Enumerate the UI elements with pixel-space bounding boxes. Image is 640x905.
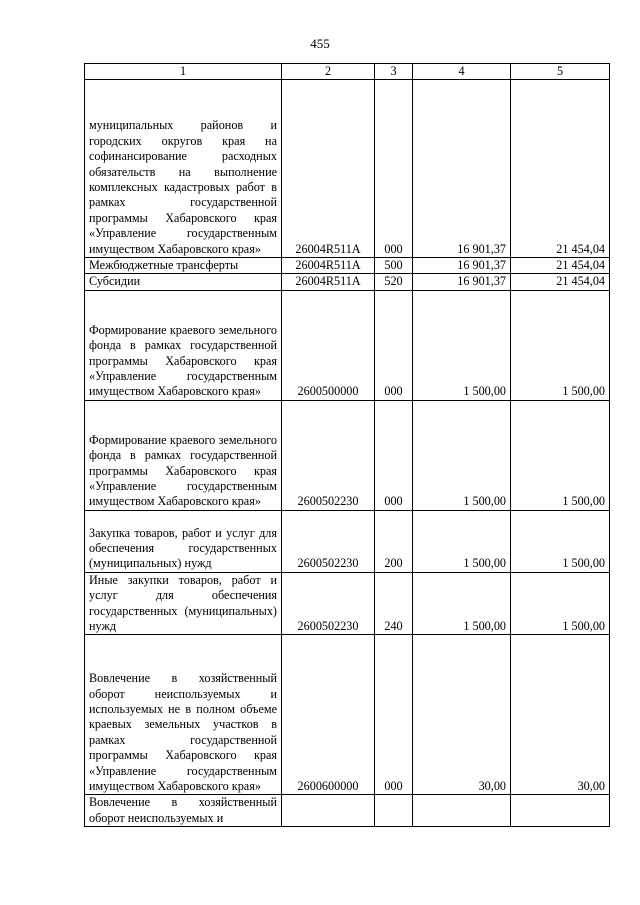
row-sum2-cell: 30,00 xyxy=(511,635,610,795)
row-code-cell: 2600600000 xyxy=(282,635,375,795)
column-header: 4 xyxy=(413,64,511,80)
row-name-cell: Вовлечение в хозяйственный оборот неиспользуемых и используемых не в полном объеме краевых земельных участков в рамках государственной программы Хабаровского края «Управление государственным имуществом Хабаровского края» xyxy=(85,635,282,795)
row-type-cell xyxy=(375,795,413,827)
table-row xyxy=(85,572,610,635)
row-sum2-cell: 21 454,04 xyxy=(511,80,610,258)
row-sum2-cell xyxy=(511,795,610,827)
row-sum1-cell xyxy=(413,795,511,827)
row-name-cell: Субсидии xyxy=(85,274,282,290)
row-sum1-cell: 30,00 xyxy=(413,635,511,795)
row-code-cell: 2600502230 xyxy=(282,400,375,510)
row-type-cell: 520 xyxy=(375,274,413,290)
table-header-row xyxy=(85,64,610,80)
row-type-cell: 200 xyxy=(375,510,413,572)
row-sum1-cell: 1 500,00 xyxy=(413,510,511,572)
row-name-cell: Вовлечение в хозяйственный оборот неиспользуемых и xyxy=(85,795,282,827)
table-row xyxy=(85,510,610,572)
column-header: 2 xyxy=(282,64,375,80)
column-header: 3 xyxy=(375,64,413,80)
row-sum1-cell: 16 901,37 xyxy=(413,80,511,258)
row-name-cell: Межбюджетные трансферты xyxy=(85,258,282,274)
column-header: 5 xyxy=(511,64,610,80)
row-code-cell: 26004R511A xyxy=(282,274,375,290)
table-row xyxy=(85,400,610,510)
row-sum2-cell: 1 500,00 xyxy=(511,290,610,400)
column-header: 1 xyxy=(85,64,282,80)
row-code-cell: 2600502230 xyxy=(282,510,375,572)
row-name-cell: Формирование краевого земельного фонда в рамках государственной программы Хабаровского края «Управление государственным имуществом Хабаровского края» xyxy=(85,290,282,400)
row-sum2-cell: 21 454,04 xyxy=(511,274,610,290)
row-type-cell: 500 xyxy=(375,258,413,274)
table-row xyxy=(85,258,610,274)
row-code-cell xyxy=(282,795,375,827)
row-sum1-cell: 1 500,00 xyxy=(413,572,511,635)
row-sum2-cell: 1 500,00 xyxy=(511,572,610,635)
row-sum1-cell: 1 500,00 xyxy=(413,400,511,510)
table-row xyxy=(85,290,610,400)
row-code-cell: 26004R511A xyxy=(282,258,375,274)
row-sum1-cell: 16 901,37 xyxy=(413,258,511,274)
row-code-cell: 2600500000 xyxy=(282,290,375,400)
row-type-cell: 000 xyxy=(375,400,413,510)
row-sum1-cell: 16 901,37 xyxy=(413,274,511,290)
row-code-cell: 2600502230 xyxy=(282,572,375,635)
row-code-cell: 26004R511A xyxy=(282,80,375,258)
table-row xyxy=(85,80,610,258)
row-type-cell: 240 xyxy=(375,572,413,635)
row-name-cell: муниципальных районов и городских округов края на софинансирование расходных обязательств на выполнение комплексных кадастровых работ в рамках государственной программы Хабаровского края «Управление государственным имуществом Хабаровского края» xyxy=(85,80,282,258)
row-sum2-cell: 1 500,00 xyxy=(511,400,610,510)
row-sum2-cell: 1 500,00 xyxy=(511,510,610,572)
budget-table-body xyxy=(85,64,610,827)
row-type-cell: 000 xyxy=(375,635,413,795)
row-name-cell: Закупка товаров, работ и услуг для обеспечения государственных (муниципальных) нужд xyxy=(85,510,282,572)
row-sum2-cell: 21 454,04 xyxy=(511,258,610,274)
table-row xyxy=(85,274,610,290)
row-type-cell: 000 xyxy=(375,80,413,258)
row-name-cell: Формирование краевого земельного фонда в рамках государственной программы Хабаровского края «Управление государственным имуществом Хабаровского края» xyxy=(85,400,282,510)
row-sum1-cell: 1 500,00 xyxy=(413,290,511,400)
table-row xyxy=(85,635,610,795)
table-row xyxy=(85,795,610,827)
budget-table xyxy=(84,63,610,827)
row-type-cell: 000 xyxy=(375,290,413,400)
page-number: 455 xyxy=(310,36,330,51)
row-name-cell: Иные закупки товаров, работ и услуг для обеспечения государственных (муниципальных) нужд xyxy=(85,572,282,635)
